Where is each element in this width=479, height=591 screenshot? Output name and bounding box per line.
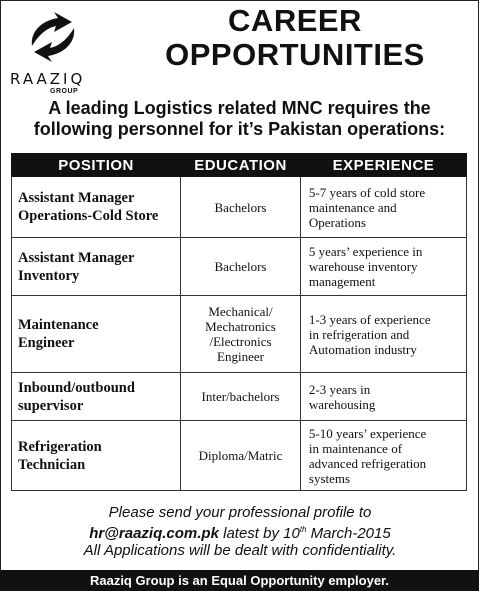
intro-text <box>6 98 473 140</box>
position-cell <box>12 238 181 296</box>
table-row <box>12 296 467 373</box>
position-cell-line: Engineer <box>18 335 75 351</box>
education-cell-line: Bachelors <box>214 199 267 215</box>
footer-line-1: Please send your professional profile to <box>108 504 372 521</box>
education-cell-line: Mechanical/ <box>208 304 273 319</box>
education-cell-line: /Electronics <box>209 334 272 349</box>
education-cell-line: Mechatronics <box>205 319 276 334</box>
position-cell-line: Technician <box>18 456 86 473</box>
footer-line-3: All Applications will be dealt with confidentiality. <box>83 542 397 559</box>
education-cell <box>181 238 301 296</box>
experience-cell-line: maintenance and <box>308 199 397 215</box>
table-row <box>12 421 467 491</box>
experience-cell-line: in refrigeration and <box>308 326 410 342</box>
position-cell <box>12 421 181 491</box>
position-cell-line: Assistant Manager <box>18 249 135 266</box>
experience-cell-line: Operations <box>308 214 366 230</box>
intro-line-1: A leading Logistics related MNC requires the <box>48 98 431 118</box>
experience-cell <box>300 238 466 296</box>
experience-cell-line: management <box>308 274 376 289</box>
positions-table <box>11 153 467 491</box>
experience-cell-line: advanced refrigeration <box>308 455 427 471</box>
experience-cell-line: warehousing <box>308 396 376 412</box>
header-position: POSITION <box>12 154 181 177</box>
position-cell-line: supervisor <box>18 397 84 414</box>
intro-line-2: following personnel for it’s Pakistan operations: <box>33 119 446 139</box>
page-title <box>120 4 470 72</box>
header-experience: EXPERIENCE <box>300 154 466 177</box>
experience-cell <box>300 296 466 373</box>
education-cell-line: Inter/bachelors <box>201 389 280 404</box>
table-row <box>12 238 467 296</box>
position-cell-line: Refrigeration <box>18 438 102 455</box>
experience-cell <box>300 373 466 421</box>
experience-cell-line: systems <box>308 470 351 486</box>
experience-cell-line: in maintenance of <box>308 440 403 456</box>
experience-cell-line: Automation industry <box>308 341 417 357</box>
position-cell-line: Inventory <box>18 267 80 284</box>
experience-cell <box>300 177 466 238</box>
deadline-sup: th <box>299 525 307 534</box>
experience-cell-line: warehouse inventory <box>308 259 418 274</box>
logo-group: GROUP <box>50 88 79 95</box>
position-cell-line: Maintenance <box>18 317 99 333</box>
experience-cell-line: 2-3 years in <box>308 381 371 397</box>
title-line-1: CAREER <box>228 3 362 38</box>
deadline-suffix: March-2015 <box>306 525 391 542</box>
education-cell-line: Diploma/Matric <box>198 448 283 463</box>
education-cell <box>181 177 301 238</box>
education-cell-line: Bachelors <box>214 259 267 274</box>
header-education: EDUCATION <box>181 154 301 177</box>
education-cell <box>181 421 301 491</box>
logo-name: RAAZIQ <box>10 70 86 88</box>
title-line-2: OPPORTUNITIES <box>165 37 425 72</box>
education-cell-line: Engineer <box>217 349 264 364</box>
position-cell-line: Inbound/outbound <box>18 379 135 396</box>
position-cell <box>12 177 181 238</box>
table-header-row <box>12 154 467 177</box>
experience-cell <box>300 421 466 491</box>
table-row <box>12 373 467 421</box>
position-cell <box>12 296 181 373</box>
education-cell <box>181 373 301 421</box>
email-link[interactable]: hr@raaziq.com.pk <box>89 525 219 542</box>
position-cell-line: Assistant Manager <box>18 190 135 206</box>
deadline-prefix: latest by 10 <box>218 525 300 542</box>
position-cell <box>12 373 181 421</box>
company-logo <box>10 8 110 108</box>
experience-cell-line: 5-10 years’ experience <box>308 425 427 441</box>
logo-mark-icon <box>24 8 82 66</box>
experience-cell-line: 5-7 years of cold store <box>308 184 426 200</box>
education-cell <box>181 296 301 373</box>
footer-line-2 <box>20 521 460 542</box>
table-row <box>12 177 467 238</box>
experience-cell-line: 5 years’ experience in <box>308 244 423 259</box>
application-instructions <box>20 504 460 559</box>
position-cell-line: Operations-Cold Store <box>18 208 159 224</box>
experience-cell-line: 1-3 years of experience <box>308 311 431 327</box>
equal-opportunity-banner: Raaziq Group is an Equal Opportunity employer. <box>0 570 479 591</box>
